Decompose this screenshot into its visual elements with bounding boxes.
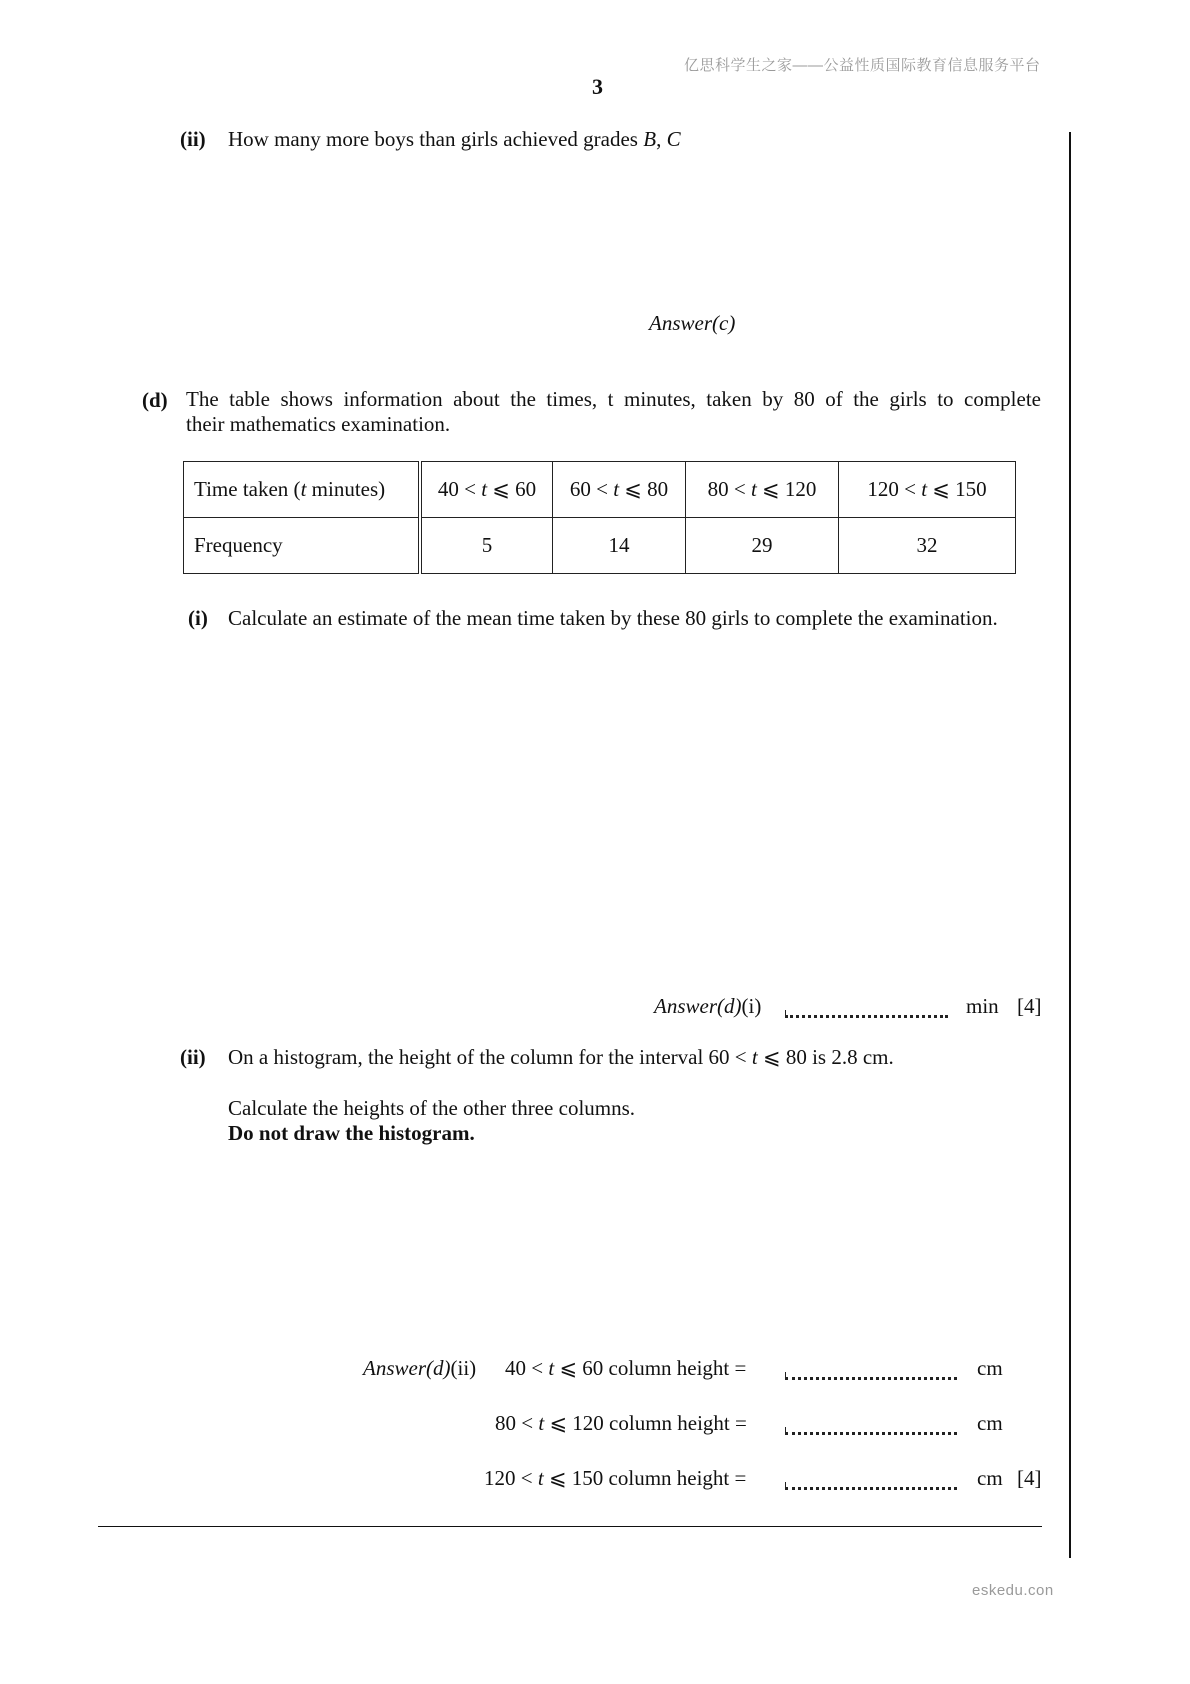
part-d-ii-instruction-bold: Do not draw the histogram. xyxy=(228,1121,475,1145)
answer-d-ii-marks: [4] xyxy=(1017,1466,1042,1490)
part-d-ii-label: (ii) xyxy=(180,1045,206,1069)
answer-d-i-input[interactable] xyxy=(785,1011,948,1018)
answer-interval-a: 40 < xyxy=(505,1356,549,1380)
comma: , xyxy=(656,127,667,151)
answer-d-label-italic: Answer(d) xyxy=(654,994,742,1018)
part-d-ii-question xyxy=(228,1045,894,1070)
interval-lo: 60 xyxy=(569,477,591,501)
var-t: t xyxy=(921,477,928,501)
frequency-header-cell: Frequency xyxy=(184,518,421,574)
part-d-intro xyxy=(186,387,1041,437)
answer-interval-t: t xyxy=(538,1411,545,1435)
frequency-cell: 32 xyxy=(839,518,1016,574)
interval-lo: 120 xyxy=(867,477,899,501)
table-row-time xyxy=(184,462,1016,518)
margin-rule xyxy=(1069,132,1071,1558)
part-d-ii-text-b: ⩽ 80 is 2.8 cm. xyxy=(757,1045,894,1069)
grade-b: B xyxy=(643,127,657,151)
interval-cell xyxy=(420,462,553,518)
part-c-ii-question xyxy=(228,127,681,152)
answer-120-150-unit: cm xyxy=(977,1466,1003,1490)
answer-d-label-plain: (i) xyxy=(741,994,762,1018)
answer-120-150-input[interactable] xyxy=(785,1483,957,1490)
answer-interval-t: t xyxy=(548,1356,555,1380)
interval-hi: 150 xyxy=(955,477,987,501)
answer-interval-b: ⩽ 150 column height = xyxy=(543,1466,747,1490)
answer-c-label: Answer(c) xyxy=(649,311,736,335)
part-d-line1: The table shows information about the times, t minutes, taken by 80 of the girls to complete xyxy=(186,387,1041,411)
var-t: t xyxy=(613,477,620,501)
interval-hi: 60 xyxy=(515,477,537,501)
answer-interval-b: ⩽ 60 column height = xyxy=(554,1356,747,1380)
part-d-line2: their mathematics examination. xyxy=(186,412,451,436)
part-c-ii-label: (ii) xyxy=(180,127,206,151)
answer-interval-a: 80 < xyxy=(495,1411,539,1435)
table-row-frequency xyxy=(184,518,1016,574)
time-header-cell xyxy=(184,462,421,518)
time-header-t: t xyxy=(300,477,307,501)
le-sign: ⩽ xyxy=(492,477,510,501)
answer-row-80-120 xyxy=(495,1411,747,1436)
part-c-ii-text: How many more boys than girls achieved grades xyxy=(228,127,644,151)
lt-sign: < xyxy=(464,477,476,501)
part-d-label: (d) xyxy=(142,388,168,412)
part-d-i-label: (i) xyxy=(188,606,208,630)
answer-row-120-150 xyxy=(484,1466,746,1491)
answer-40-60-unit: cm xyxy=(977,1356,1003,1380)
answer-d-ii-label-italic: Answer(d) xyxy=(363,1356,451,1380)
interval-hi: 120 xyxy=(784,477,817,501)
answer-40-60-input[interactable] xyxy=(785,1373,957,1380)
answer-interval-a: 120 < xyxy=(484,1466,538,1490)
answer-interval-b: ⩽ 120 column height = xyxy=(544,1411,747,1435)
interval-hi: 80 xyxy=(647,477,669,501)
interval-lo: 40 xyxy=(437,477,459,501)
lt-sign: < xyxy=(596,477,608,501)
grade-c: C xyxy=(666,127,681,151)
lt-sign: < xyxy=(733,477,746,501)
answer-d-i-marks: [4] xyxy=(1017,994,1042,1018)
page-number: 3 xyxy=(592,74,603,99)
answer-d-i-label xyxy=(654,994,761,1019)
frequency-table xyxy=(183,461,1016,574)
part-d-ii-var: t xyxy=(751,1045,758,1069)
interval-cell xyxy=(686,462,839,518)
var-t: t xyxy=(750,477,757,501)
le-sign: ⩽ xyxy=(762,477,780,501)
interval-cell xyxy=(839,462,1016,518)
footer-site: eskedu.con xyxy=(972,1582,1054,1599)
frequency-cell: 5 xyxy=(420,518,553,574)
le-sign: ⩽ xyxy=(624,477,642,501)
answer-row-40-60 xyxy=(505,1356,746,1381)
lt-sign: < xyxy=(904,477,916,501)
answer-d-i-unit: min xyxy=(966,994,999,1018)
frequency-cell: 29 xyxy=(686,518,839,574)
header-watermark: 亿思科学生之家——公益性质国际教育信息服务平台 xyxy=(684,57,1041,74)
part-d-i-question: Calculate an estimate of the mean time taken by these 80 girls to complete the examination. xyxy=(228,606,998,630)
part-d-ii-text-a: On a histogram, the height of the column for the interval 60 < xyxy=(228,1045,752,1069)
frequency-cell: 14 xyxy=(553,518,686,574)
answer-interval-t: t xyxy=(537,1466,544,1490)
bottom-rule xyxy=(98,1526,1042,1527)
time-header-a: Time taken ( xyxy=(194,477,301,501)
time-header-b: minutes) xyxy=(306,477,386,501)
le-sign: ⩽ xyxy=(932,477,950,501)
interval-lo: 80 xyxy=(707,477,729,501)
interval-cell xyxy=(553,462,686,518)
answer-80-120-input[interactable] xyxy=(785,1428,957,1435)
answer-d-ii-label xyxy=(363,1356,476,1381)
answer-80-120-unit: cm xyxy=(977,1411,1003,1435)
answer-d-ii-label-plain: (ii) xyxy=(450,1356,477,1380)
var-t: t xyxy=(481,477,488,501)
part-d-ii-instruction: Calculate the heights of the other three columns. xyxy=(228,1096,636,1120)
